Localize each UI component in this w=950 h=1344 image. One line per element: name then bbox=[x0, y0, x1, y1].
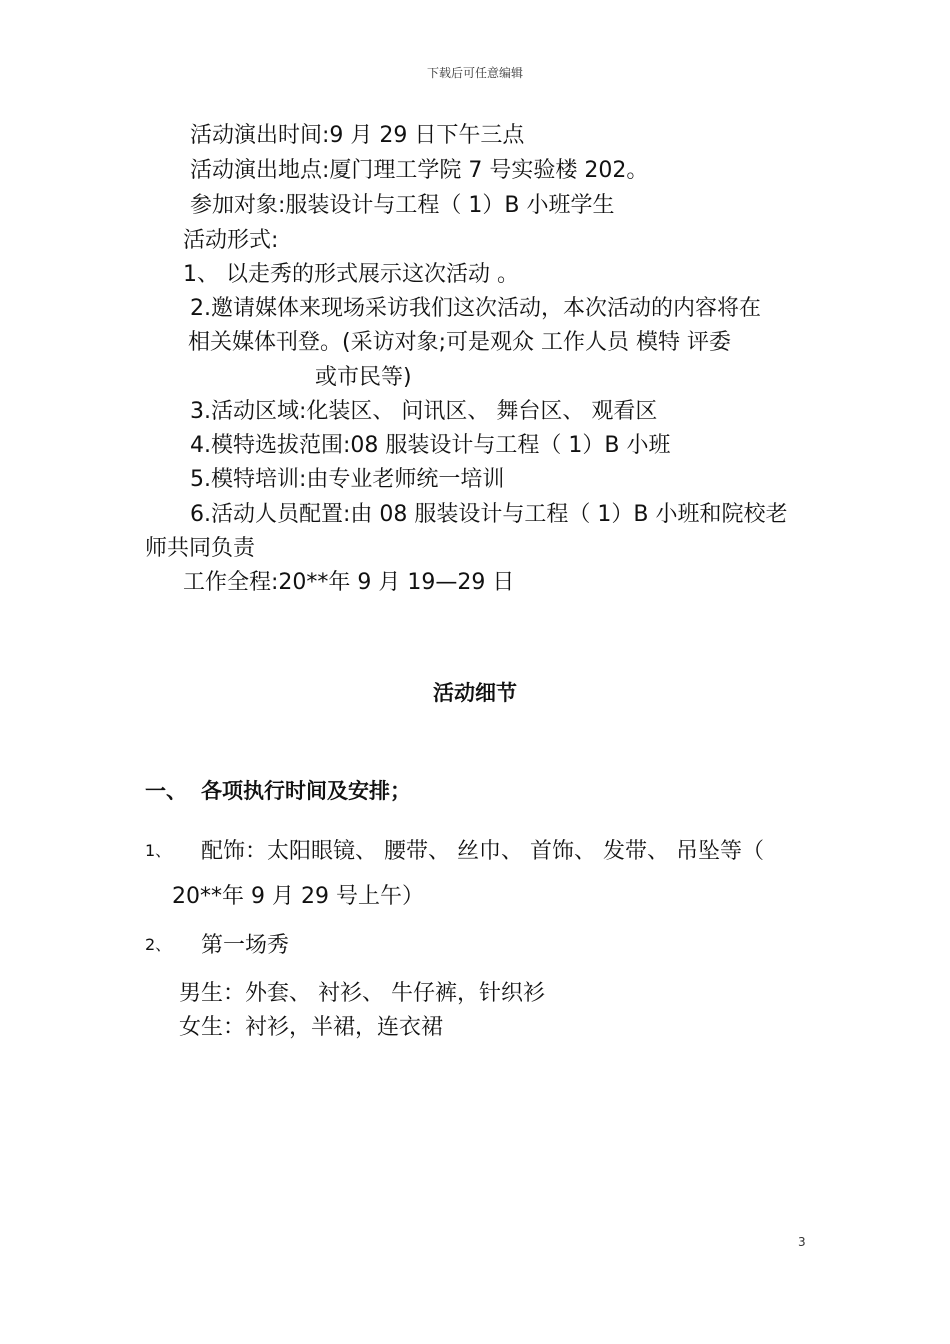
show-line-women: 女生：衬衫，半裙，连衣裙 bbox=[179, 1015, 444, 1040]
info-line-time: 活动演出时间:9 月 29 日下午三点 bbox=[190, 123, 525, 148]
info-line-model-training: 5.模特培训:由专业老师统一培训 bbox=[190, 467, 505, 492]
page-header: 下载后可任意编辑 bbox=[426, 66, 523, 80]
info-line-staffing-cont: 师共同负责 bbox=[145, 536, 256, 561]
heading-number: 一、 bbox=[145, 779, 187, 803]
section-title: 活动细节 bbox=[433, 681, 517, 705]
item-1-number: 1、 bbox=[145, 841, 172, 860]
item-2-number: 2、 bbox=[145, 935, 172, 954]
info-line-schedule: 工作全程:20**年 9 月 19—29 日 bbox=[183, 570, 515, 595]
info-line-format-2: 2.邀请媒体来现场采访我们这次活动，本次活动的内容将在 bbox=[190, 296, 761, 321]
info-line-staffing: 6.活动人员配置:由 08 服装设计与工程（ 1）B 小班和院校老 bbox=[190, 502, 788, 527]
item-1-text: 配饰：太阳眼镜、 腰带、 丝巾、 首饰、 发带、 吊坠等（ bbox=[201, 839, 764, 864]
info-line-area: 3.活动区域:化装区、 问讯区、 舞台区、 观看区 bbox=[190, 399, 658, 424]
heading-text: 各项执行时间及安排； bbox=[201, 779, 411, 803]
page-number: 3 bbox=[798, 1235, 806, 1249]
info-line-format-label: 活动形式: bbox=[183, 228, 279, 253]
item-1-cont: 20**年 9 月 29 号上午） bbox=[172, 884, 424, 909]
info-line-location: 活动演出地点:厦门理工学院 7 号实验楼 202。 bbox=[190, 158, 649, 183]
info-line-participants: 参加对象:服装设计与工程（ 1）B 小班学生 bbox=[190, 193, 615, 218]
show-line-men: 男生：外套、 衬衫、 牛仔裤，针织衫 bbox=[179, 981, 545, 1006]
info-line-format-2-cont: 相关媒体刊登。(采访对象;可是观众 工作人员 模特 评委 bbox=[188, 330, 731, 355]
info-line-model-selection: 4.模特选拔范围:08 服装设计与工程（ 1）B 小班 bbox=[190, 433, 671, 458]
item-2-text: 第一场秀 bbox=[201, 933, 290, 958]
info-line-format-2-cont2: 或市民等) bbox=[315, 365, 412, 390]
info-line-format-1: 1、 以走秀的形式展示这次活动 。 bbox=[183, 262, 519, 287]
